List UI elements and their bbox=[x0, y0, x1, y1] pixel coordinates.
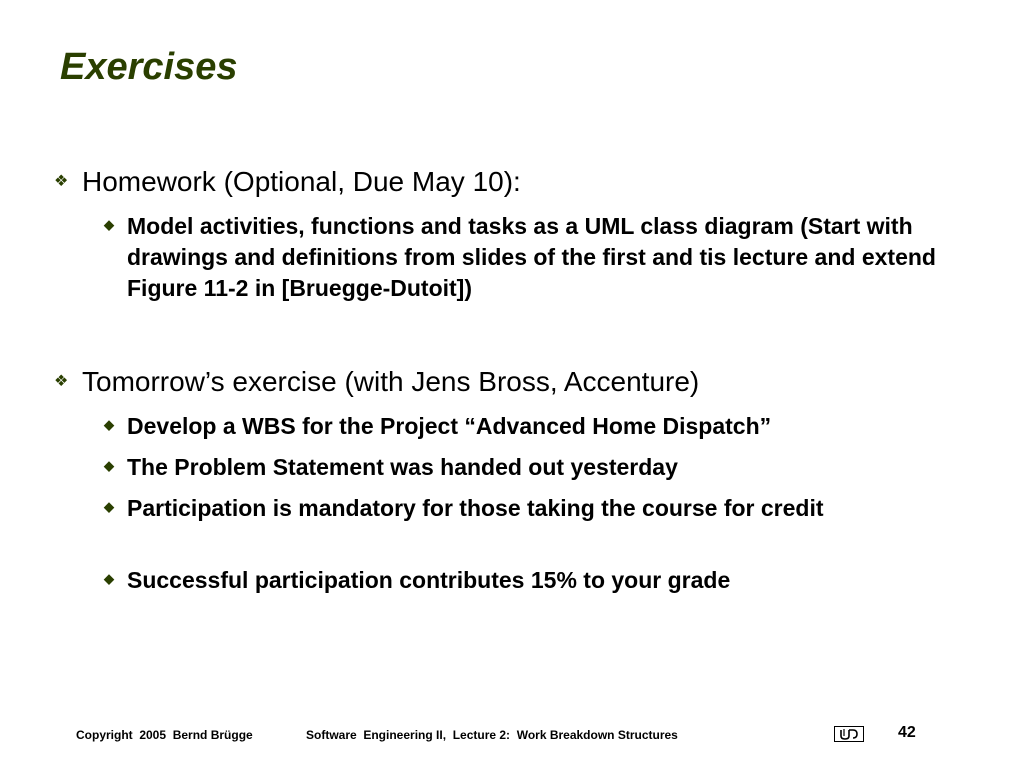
list-item-text: Model activities, functions and tasks as a UML class diagram (Start with drawings and definitions from slides of the first and tis lecture and extend Figure 11-2 in [Bruegge-Dutoit]) bbox=[127, 213, 936, 301]
slide-footer bbox=[0, 726, 1024, 746]
diamond-cluster-bullet-icon: ❖ bbox=[54, 173, 69, 190]
diamond-bullet-icon: ◆ bbox=[104, 417, 114, 432]
diamond-bullet-icon: ◆ bbox=[104, 571, 114, 586]
section-heading-text: Homework (Optional, Due May 10): bbox=[82, 166, 521, 197]
university-seal-icon-graphic bbox=[838, 728, 860, 740]
section-heading-text: Tomorrow’s exercise (with Jens Bross, Accenture) bbox=[82, 366, 700, 397]
diamond-cluster-bullet-icon: ❖ bbox=[54, 373, 69, 390]
slide-title: Exercises bbox=[60, 46, 238, 88]
list-item bbox=[104, 411, 984, 442]
list-item-text: The Problem Statement was handed out yesterday bbox=[127, 454, 678, 480]
list-item bbox=[104, 493, 984, 524]
list-item bbox=[104, 565, 984, 596]
university-seal-icon bbox=[834, 726, 864, 742]
list-item-text: Develop a WBS for the Project “Advanced Home Dispatch” bbox=[127, 413, 772, 439]
diamond-bullet-icon: ◆ bbox=[104, 499, 114, 514]
footer-copyright: Copyright 2005 Bernd Brügge bbox=[76, 728, 253, 742]
page-number: 42 bbox=[898, 724, 916, 741]
section-heading-exercise bbox=[54, 366, 699, 398]
list-item-text: Successful participation contributes 15% to your grade bbox=[127, 567, 731, 593]
list-item bbox=[104, 452, 984, 483]
list-item-text: Participation is mandatory for those taking the course for credit bbox=[127, 495, 824, 521]
diamond-bullet-icon: ◆ bbox=[104, 458, 114, 473]
footer-course-title: Software Engineering II, Lecture 2: Work Breakdown Structures bbox=[306, 728, 678, 742]
diamond-bullet-icon: ◆ bbox=[104, 217, 114, 232]
list-item bbox=[104, 211, 984, 304]
section-heading-homework bbox=[54, 166, 521, 198]
